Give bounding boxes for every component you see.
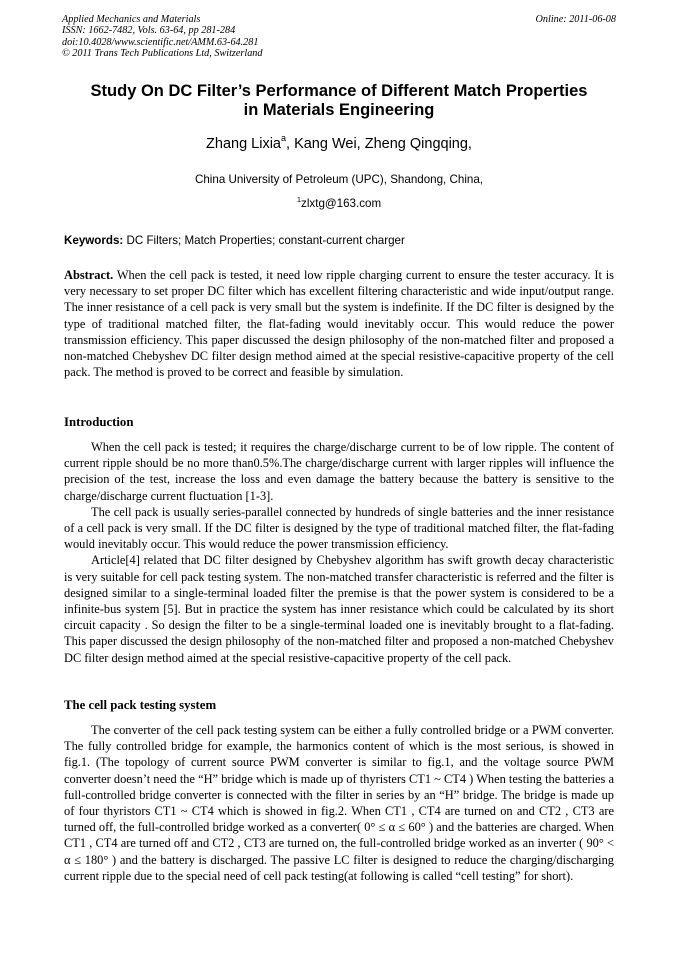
issn-line: ISSN: 1662-7482, Vols. 63-64, pp 281-284 <box>62 25 236 37</box>
journal-name: Applied Mechanics and Materials <box>62 14 201 25</box>
abstract-text: When the cell pack is tested, it need low ripple charging current to ensure the tester accuracy. It is very necessary to set proper DC filter which has excellent filtering characteristic and wide input/output range. The inner resistance of a cell pack is very small but the system is indefinite. If the DC filter is designed by the type of traditional matched filter, the flat-fading would inevitably occur. This would reduce the power transmission efficiency. This paper discussed the design philosophy of the non-matched filter and proposed a non-matched Chebyshev DC filter design method aimed at the special resistive-capacitive property of the cell pack. The method is proved to be correct and feasible by simulation. <box>64 268 614 380</box>
intro-paragraph-1: When the cell pack is tested; it requires the charge/discharge current to be of low ripple. The content of current ripple should be no more than0.5%.The charge/discharge current with larger ripples will influence the precision of the test, increase the loss and even damage the battery because the battery is sensitive to the charge/discharge current fluctuation [1-3]. <box>64 440 614 503</box>
abstract-label: Abstract. <box>64 268 114 282</box>
online-date: Online: 2011-06-08 <box>535 14 616 25</box>
abstract <box>64 267 614 380</box>
keywords <box>64 233 616 248</box>
keywords-text: DC Filters; Match Properties; constant-current charger <box>123 234 405 247</box>
paper-title <box>62 82 616 120</box>
author-superscript: a <box>281 133 287 143</box>
journal-header <box>62 14 616 59</box>
title-line-2: in Materials Engineering <box>243 101 435 119</box>
intro-paragraph-3: Article[4] related that DC filter designed by Chebyshev algorithm has swift growth decay characteristic is very suitable for cell pack testing system. The non-matched transfer characteristic is referred and the filter is designed similar to a single-terminal loaded filter the premise is that the power system is considered to be a infinite-bus system [5]. But in practice the system has inner resistance which could be calculated by its short circuit capacity . So design the filter to be a single-terminal loaded one is inevitably brought to a flat-fading. This paper discussed the design philosophy of the non-matched filter and proposed a non-matched Chebyshev DC filter design method aimed at the special resistive-capacitive property of the cell pack. <box>64 553 614 665</box>
intro-paragraph-2: The cell pack is usually series-parallel connected by hundreds of single batteries and the inner resistance of a cell pack is very small. If the DC filter is designed by the type of traditional matched filter, the flat-fading would inevitably occur. This would reduce the power transmission efficiency. <box>64 504 614 552</box>
other-authors: , Kang Wei, Zheng Qingqing, <box>286 136 472 152</box>
email-superscript: 1 <box>296 195 302 204</box>
copyright-line: © 2011 Trans Tech Publications Ltd, Switzerland <box>62 47 263 59</box>
affiliation: China University of Petroleum (UPC), Shandong, China, <box>194 173 484 186</box>
doi-line: doi:10.4028/www.scientific.net/AMM.63-64.281 <box>62 36 259 48</box>
author-list <box>62 135 616 153</box>
first-author: Zhang Lixia <box>206 136 281 152</box>
section-heading-introduction: Introduction <box>64 415 134 429</box>
introduction-section <box>64 439 614 666</box>
section-heading-cell-pack: The cell pack testing system <box>64 698 217 712</box>
title-line-1: Study On DC Filter’s Performance of Different Match Properties <box>90 82 588 100</box>
email-line <box>62 196 616 211</box>
cell-pack-section <box>64 722 614 884</box>
keywords-label: Keywords: <box>64 234 124 247</box>
email-address[interactable]: zlxtg@163.com <box>301 197 382 210</box>
cell-pack-paragraph-1: The converter of the cell pack testing system can be either a fully controlled bridge or a PWM converter. The fully controlled bridge for example, the harmonics content of which is the most serious, is showed in fig.1. (The topology of current source PWM converter is similar to fig.1, and the voltage source PWM converter doesn’t need the “H” bridge which is made up of thyristers CT1 ~ CT4 ) When testing the batteries a full-controlled bridge converter is connected with the filter in series by an “H” bridge. The bridge is made up of four thyristors CT1 ~ CT4 which is showed in fig.2. When CT1 , CT4 are turned on and CT2 , CT3 are turned off, the full-controlled bridge worked as a converter( 0° ≤ α ≤ 60° ) and the batteries are charged. When CT1 , CT4 are turned off and CT2 , CT3 are turned on, the full-controlled bridge worked as an inverter ( 90° < α ≤ 180° ) and the battery is discharged. The passive LC filter is designed to reduce the charging/discharging current ripple due to the special need of cell pack testing(at following is called “cell testing” for short). <box>64 723 614 883</box>
